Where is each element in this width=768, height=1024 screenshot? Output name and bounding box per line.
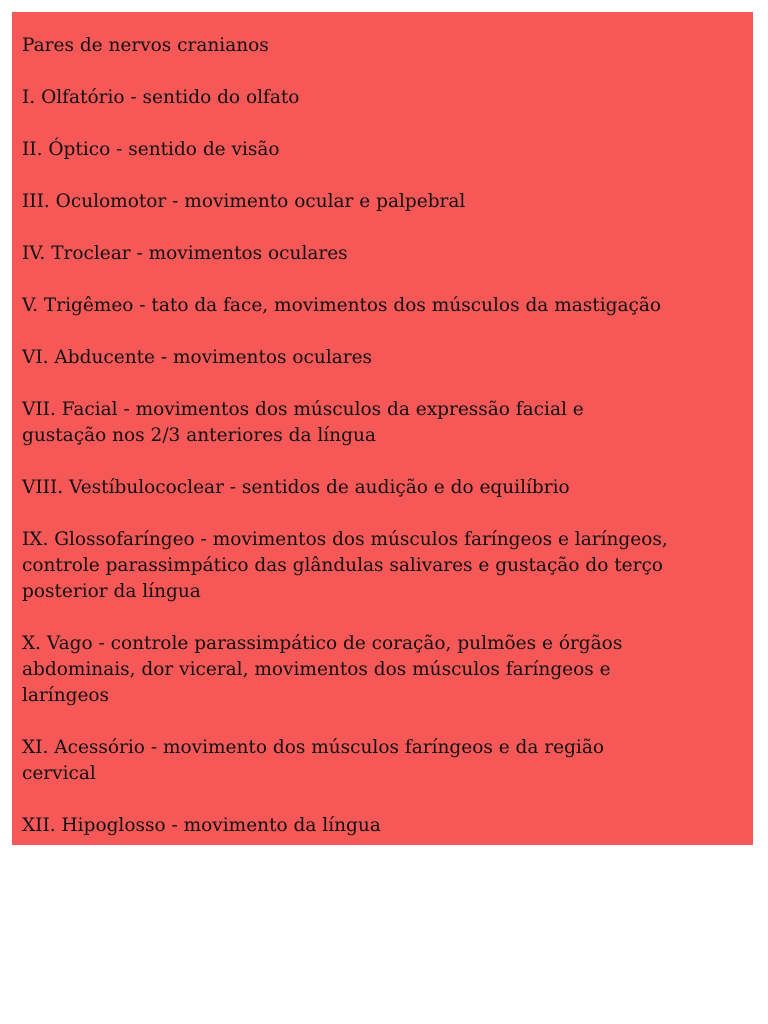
nerve-text-line: IV. Troclear - movimentos oculares	[22, 243, 348, 264]
nerve-text-line: V. Trigêmeo - tato da face, movimentos dos músculos da mastigação	[22, 295, 662, 316]
list-item	[22, 137, 745, 163]
list-item	[22, 293, 745, 319]
nerve-text-line: controle parassimpático das glândulas salivares e gustação do terço	[22, 555, 663, 576]
nerve-text-line: posterior da língua	[22, 581, 201, 602]
nerve-text-line: III. Oculomotor - movimento ocular e palpebral	[22, 191, 466, 212]
list-item	[22, 813, 745, 839]
nerve-list	[22, 85, 745, 839]
list-item	[22, 631, 745, 709]
nerve-text-line: XI. Acessório - movimento dos músculos faríngeos e da região	[22, 737, 605, 758]
list-item	[22, 735, 745, 787]
nerve-text-line: gustação nos 2/3 anteriores da língua	[22, 425, 376, 446]
nerve-text-line: XII. Hipoglosso - movimento da língua	[22, 815, 381, 836]
page-title: Pares de nervos cranianos	[22, 35, 269, 56]
note-card	[12, 12, 753, 845]
nerve-text-line: cervical	[22, 763, 96, 784]
list-item	[22, 189, 745, 215]
list-item	[22, 85, 745, 111]
nerve-text-line: VI. Abducente - movimentos oculares	[22, 347, 373, 368]
nerve-text-line: laríngeos	[22, 685, 110, 706]
nerve-text-line: II. Óptico - sentido de visão	[22, 139, 280, 160]
nerve-text-line: VII. Facial - movimentos dos músculos da expressão facial e	[22, 399, 584, 420]
list-item	[22, 241, 745, 267]
nerve-text-line: I. Olfatório - sentido do olfato	[22, 87, 300, 108]
list-item	[22, 345, 745, 371]
nerve-text-line: abdominais, dor viceral, movimentos dos músculos faríngeos e	[22, 659, 611, 680]
list-item	[22, 475, 745, 501]
nerve-text-line: VIII. Vestíbulococlear - sentidos de audição e do equilíbrio	[22, 477, 570, 498]
nerve-text-line: IX. Glossofaríngeo - movimentos dos músculos faríngeos e laríngeos,	[22, 529, 668, 550]
nerve-text-line: X. Vago - controle parassimpático de coração, pulmões e órgãos	[22, 633, 623, 654]
list-item	[22, 397, 745, 449]
list-item	[22, 527, 745, 605]
